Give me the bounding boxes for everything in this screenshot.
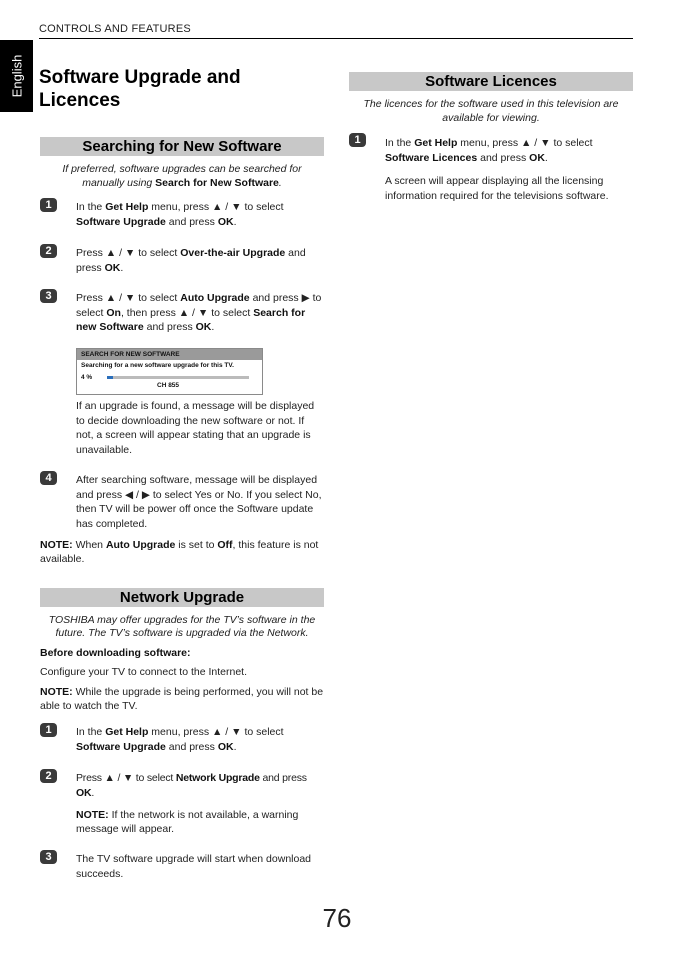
step-number-badge: 2	[40, 244, 57, 258]
osd-title: SEARCH FOR NEW SOFTWARE	[77, 349, 262, 360]
network-intro: TOSHIBA may offer upgrades for the TV’s software in the future. The TV’s software is upgraded via the Network.	[48, 614, 316, 639]
step-number-badge: 4	[40, 471, 57, 485]
osd-channel: CH 855	[157, 382, 180, 389]
search-progress-screen	[76, 348, 263, 395]
step-number-badge: 1	[349, 133, 366, 147]
step-number-badge: 3	[40, 289, 57, 303]
searching-intro: If preferred, software upgrades can be searched for manually using Search for New Software.	[62, 163, 302, 189]
searching-note: NOTE: When Auto Upgrade is set to Off, this feature is not available.	[40, 539, 319, 565]
progress-bar	[107, 376, 249, 379]
searching-step-1: In the Get Help menu, press ▲ / ▼ to select Software Upgrade and press OK.	[76, 201, 284, 228]
network-step-2: Press ▲ / ▼ to select Network Upgrade and press OK.	[76, 772, 307, 799]
step-number-badge: 2	[40, 769, 57, 783]
network-step-2-note: NOTE: If the network is not available, a warning message will appear.	[76, 809, 299, 835]
upgrade-found-text: If an upgrade is found, a message will be displayed to decide downloading the new software or not. If not, a screen will appear stating that an upgrade is unavailable.	[76, 400, 315, 456]
running-header: CONTROLS AND FEATURES	[39, 23, 191, 35]
network-note: NOTE: While the upgrade is being performed, you will not be able to watch the TV.	[40, 686, 324, 712]
section-heading-licences: Software Licences	[349, 72, 633, 91]
language-tab-label: English	[9, 54, 24, 98]
searching-step-3: Press ▲ / ▼ to select Auto Upgrade and press ▶ to select On, then press ▲ / ▼ to select Search for new Software and press OK.	[76, 292, 322, 333]
searching-step-4: After searching software, message will be displayed and press ◀ / ▶ to select Yes or No. If you select No, then TV will be power off once the Software update has completed.	[76, 474, 322, 530]
network-step-1: In the Get Help menu, press ▲ / ▼ to select Software Upgrade and press OK.	[76, 726, 284, 753]
section-heading-searching: Searching for New Software	[40, 137, 324, 156]
step-number-badge: 1	[40, 198, 57, 212]
before-downloading-label: Before downloading software:	[40, 647, 191, 659]
osd-percent: 4 %	[81, 374, 93, 381]
licences-intro: The licences for the software used in this television are available for viewing.	[363, 98, 619, 124]
language-tab	[0, 40, 33, 112]
step-number-badge: 3	[40, 850, 57, 864]
page-title: Software Upgrade and Licences	[39, 67, 241, 111]
osd-message: Searching for a new software upgrade for this TV.	[81, 362, 234, 369]
network-step-3: The TV software upgrade will start when download succeeds.	[76, 853, 312, 880]
licences-after-text: A screen will appear displaying all the licensing information required for the televisions software.	[385, 175, 609, 202]
licences-step-1: In the Get Help menu, press ▲ / ▼ to select Software Licences and press OK.	[385, 137, 593, 164]
page-number: 76	[322, 903, 352, 933]
header-rule	[39, 38, 633, 39]
configure-text: Configure your TV to connect to the Internet.	[40, 666, 248, 678]
progress-fill	[107, 376, 113, 379]
section-heading-network: Network Upgrade	[40, 588, 324, 607]
step-number-badge: 1	[40, 723, 57, 737]
searching-step-2: Press ▲ / ▼ to select Over-the-air Upgrade and press OK.	[76, 247, 306, 274]
